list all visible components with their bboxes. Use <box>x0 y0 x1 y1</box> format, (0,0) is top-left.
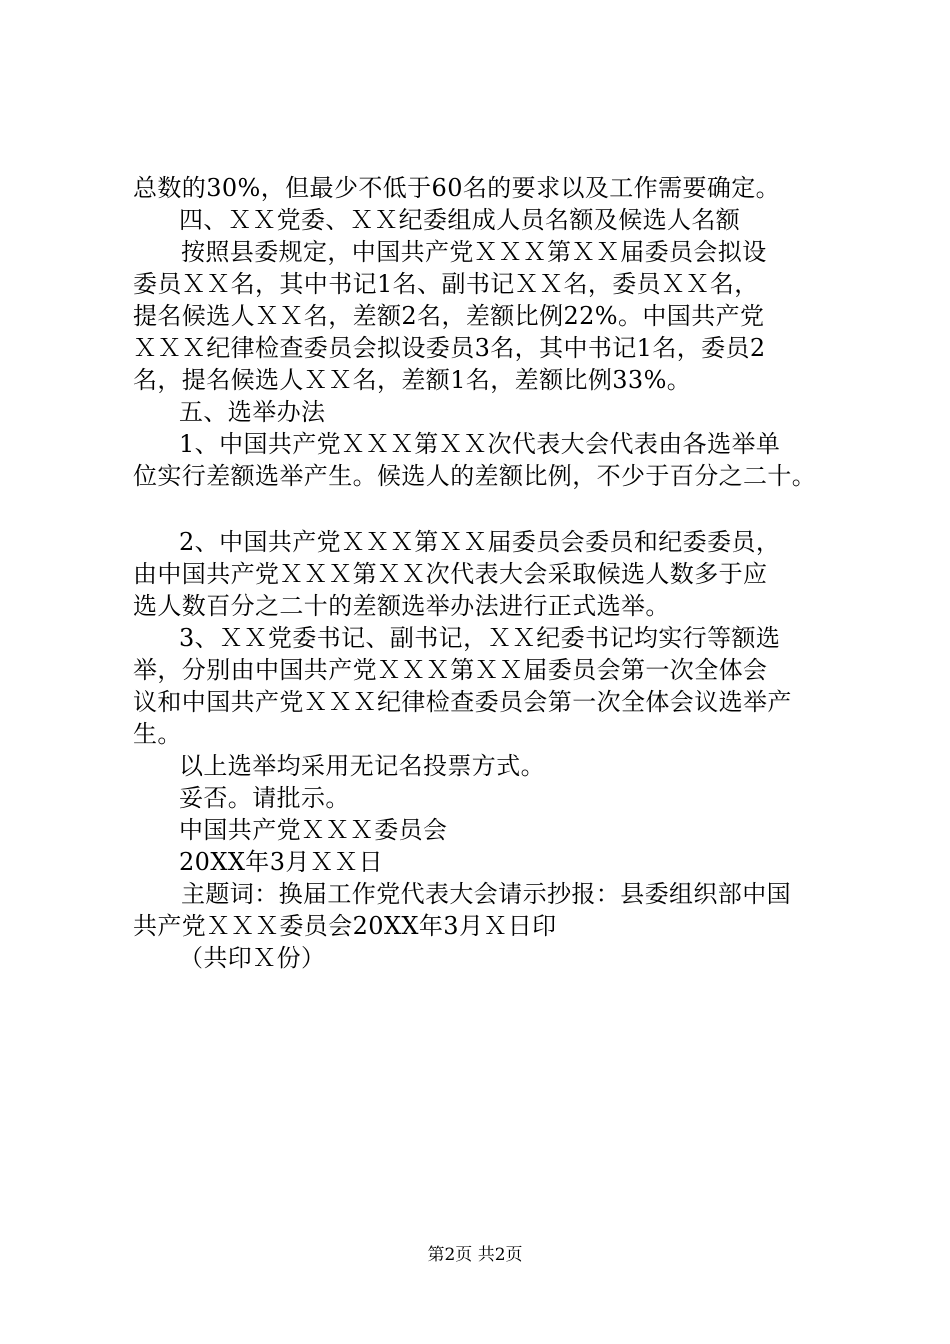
text-line: 提名候选人ＸＸ名，差额2名，差额比例22%。中国共产党 <box>133 302 765 330</box>
text-line: 按照县委规定，中国共产党ＸＸＸ第ＸＸ届委员会拟设 <box>181 238 767 266</box>
text-line: ＸＸＸ纪律检查委员会拟设委员3名，其中书记1名，委员2 <box>133 334 766 362</box>
signature-date: 20XX年3月ＸＸ日 <box>179 848 383 876</box>
text-line: 名，提名候选人ＸＸ名，差额1名，差额比例33%。 <box>133 366 692 394</box>
text-line: 举，分别由中国共产党ＸＸＸ第ＸＸ届委员会第一次全体会 <box>133 656 768 684</box>
copies-note: （共印Ｘ份） <box>179 944 326 972</box>
text-line: 以上选举均采用无记名投票方式。 <box>179 752 545 780</box>
text-line: 议和中国共产党ＸＸＸ纪律检查委员会第一次全体会议选举产 <box>133 688 792 716</box>
text-line: 妥否。请批示。 <box>179 784 350 812</box>
subject-terms: 主题词：换届工作党代表大会请示抄报：县委组织部中国 <box>181 880 791 908</box>
text-line: 委员ＸＸ名，其中书记1名、副书记ＸＸ名，委员ＸＸ名， <box>133 270 759 298</box>
text-line: 1、中国共产党ＸＸＸ第ＸＸ次代表大会代表由各选举单 <box>179 430 781 458</box>
section-heading-4: 四、ＸＸ党委、ＸＸ纪委组成人员名额及候选人名额 <box>179 206 741 234</box>
document-body <box>133 172 853 974</box>
section-heading-5: 五、选举办法 <box>179 398 326 426</box>
text-line: 2、中国共产党ＸＸＸ第ＸＸ届委员会委员和纪委委员， <box>179 528 781 556</box>
text-line: 3、ＸＸ党委书记、副书记，ＸＸ纪委书记均实行等额选 <box>179 624 781 652</box>
text-line: 由中国共产党ＸＸＸ第ＸＸ次代表大会采取候选人数多于应 <box>133 560 768 588</box>
text-line: 生。 <box>133 720 182 748</box>
text-line: 位实行差额选举产生。候选人的差额比例，不少于百分之二十。 <box>133 462 817 490</box>
paragraph-gap <box>133 492 853 526</box>
text-line: 共产党ＸＸＸ委员会20XX年3月Ｘ日印 <box>133 912 557 940</box>
signature-org: 中国共产党ＸＸＸ委员会 <box>179 816 448 844</box>
text-line: 选人数百分之二十的差额选举办法进行正式选举。 <box>133 592 670 620</box>
text-line: 总数的30%，但最少不低于60名的要求以及工作需要确定。 <box>133 174 781 202</box>
page-number-footer: 第2页 共2页 <box>427 1245 523 1265</box>
